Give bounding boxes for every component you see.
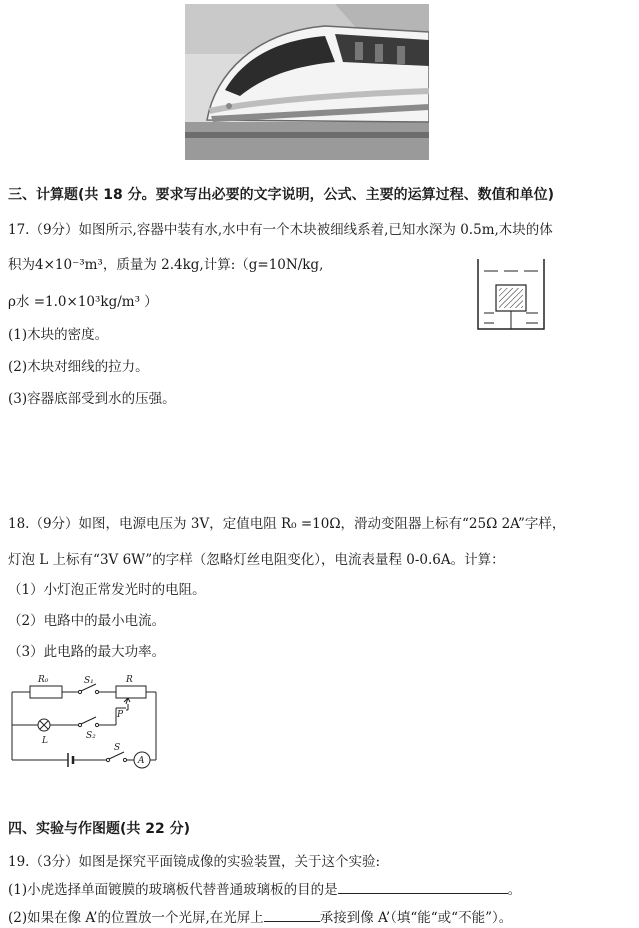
section-4-heading: 四、实验与作图题(共 22 分) xyxy=(8,821,191,837)
maglev-train-photo xyxy=(185,4,429,160)
q17-line-2: 积为4×10⁻³m³，质量为 2.4kg,计算:（g=10N/kg, xyxy=(8,257,324,273)
container-block-figure xyxy=(472,255,552,335)
label-s1: S₁ xyxy=(84,676,94,686)
label-l: L xyxy=(42,736,48,746)
q19-sub-1-end: 。 xyxy=(507,882,522,898)
q18-sub-1: （1）小灯泡正常发光时的电阻。 xyxy=(8,582,206,598)
answer-blank-2[interactable] xyxy=(264,907,320,922)
label-p: P xyxy=(117,710,124,720)
q18-line-1: 18.（9分）如图，电源电压为 3V，定值电阻 R₀ =10Ω，滑动变阻器上标有“25Ω 2A”字样， xyxy=(8,516,566,532)
answer-blank-1[interactable] xyxy=(338,879,508,894)
q17-line-3: ρ水 =1.0×10³kg/m³ ） xyxy=(8,294,158,310)
q17-sub-3: (3)容器底部受到水的压强。 xyxy=(8,391,176,407)
label-r0: R₀ xyxy=(38,675,49,685)
q17-sub-1: (1)木块的密度。 xyxy=(8,327,109,343)
label-r: R xyxy=(126,675,133,685)
q18-sub-2: （2）电路中的最小电流。 xyxy=(8,613,166,629)
q19-line-1: 19.（3分）如图是探究平面镜成像的实验装置，关于这个实验: xyxy=(8,854,381,870)
q19-sub-1-text: (1)小虎选择单面镀膜的玻璃板代替普通玻璃板的目的是 xyxy=(8,882,338,898)
circuit-diagram xyxy=(8,670,173,775)
q19-sub-1 xyxy=(8,878,521,898)
q18-line-2: 灯泡 L 上标有“3V 6W”的字样（忽略灯丝电阻变化），电流表量程 0-0.6A。计算： xyxy=(8,552,505,568)
label-a: A xyxy=(138,756,145,766)
section-3-heading: 三、计算题(共 18 分。要求写出必要的文字说明，公式、主要的运算过程、数值和单位) xyxy=(8,187,555,203)
q17-line-1: 17.（9分）如图所示,容器中装有水,水中有一个木块被细线系着,已知水深为 0.5m,木块的体 xyxy=(8,222,553,238)
label-s2: S₂ xyxy=(86,731,96,741)
label-s: S xyxy=(114,743,121,753)
q19-sub-2-text-a: (2)如果在像 A’的位置放一个光屏,在光屏上 xyxy=(8,910,264,926)
q18-sub-3: （3）此电路的最大功率。 xyxy=(8,644,166,660)
q19-sub-2 xyxy=(8,906,512,926)
q19-sub-2-text-b: 承接到像 A’（填“能“或“不能”）。 xyxy=(319,910,513,926)
q17-sub-2: (2)木块对细线的拉力。 xyxy=(8,359,149,375)
